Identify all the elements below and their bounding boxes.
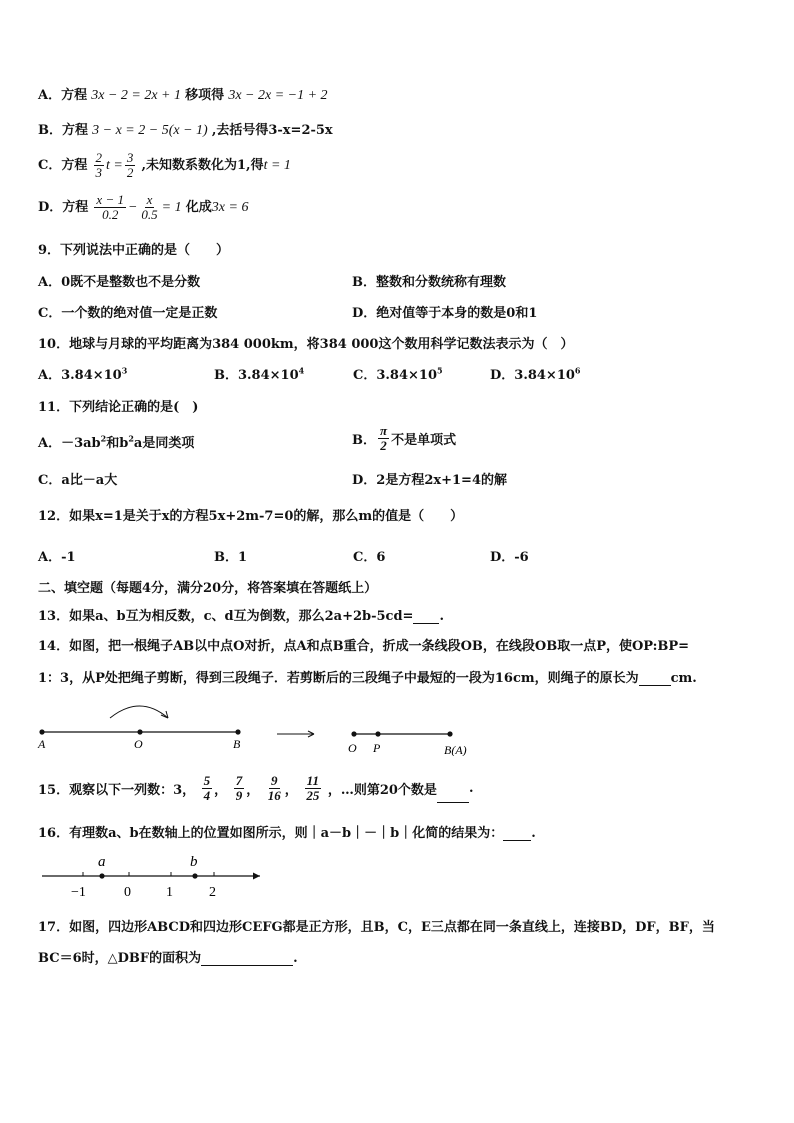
q9-option-a: A．0既不是整数也不是分数 — [38, 275, 201, 290]
q17-line2 — [38, 947, 298, 966]
option-label: B．方程 — [38, 123, 88, 138]
tick-label: 2 — [209, 885, 216, 900]
q14-text: 1：3，从P处把绳子剪断，得到三段绳子．若剪断后的三段绳子中最短的一段为16cm，则绳子的原长为 — [38, 671, 639, 686]
label-a: a — [98, 854, 106, 870]
option-label: A．方程 — [38, 88, 88, 103]
q17-text: BC＝6时，△DBF的面积为 — [38, 951, 202, 966]
point-p — [375, 731, 380, 736]
equation: t = — [106, 158, 123, 173]
q9-options-row2 — [38, 302, 538, 321]
axis-arrow — [253, 873, 260, 880]
point-a — [39, 729, 44, 734]
q11-option-b: B． $\frac{\pi}{2}$ 不是单项式 — [352, 423, 457, 453]
label-a: A — [38, 737, 46, 751]
tick-label: 1 — [166, 885, 173, 900]
answer-blank — [413, 623, 439, 624]
fraction: $\frac{7}{9}$ — [235, 773, 243, 803]
q15: 15．观察以下一列数：3， $\frac{5}{4}$ ， $\frac{7}{9}$ ， $\frac{9}{16}$ ， $\frac{11}{25}$ ，…则第20个数是 . — [38, 773, 474, 803]
option-label: D．方程 — [38, 200, 89, 215]
q10-option-c: C．$3.84\times 10^5$ — [353, 365, 443, 383]
q8-option-c — [38, 151, 291, 180]
q14-line1: 14．如图，把一根绳子AB以中点O对折，点A和点B重合，折成一条线段OB，在线段OB取一点P，使OP:BP= — [38, 639, 690, 654]
fraction: $\frac{x}{0.5}$ — [141, 192, 158, 222]
fraction: $\frac{5}{4}$ — [203, 773, 211, 803]
point-b — [192, 873, 197, 878]
q11-options-row2 — [38, 469, 507, 488]
equation: 3x = 6 — [211, 200, 249, 215]
option-text: ,未知数系数化为1,得 — [141, 158, 264, 173]
q10-option-b: B．$3.84\times 10^4$ — [214, 365, 305, 383]
q9-option-b: B．整数和分数统称有理数 — [352, 275, 506, 290]
q10-option-d: D．$3.84\times 10^6$ — [490, 365, 581, 383]
tick-label: 0 — [124, 885, 131, 900]
equation: 3 − x = 2 − 5(x − 1) — [92, 123, 208, 138]
point-b — [235, 729, 240, 734]
point-o2 — [351, 731, 356, 736]
q17-line1: 17．如图，四边形ABCD和四边形CEFG都是正方形，且B，C，E三点都在同一条直线上，连接BD，DF，BF，当 — [38, 920, 715, 935]
punct: . — [293, 951, 298, 966]
answer-blank — [201, 965, 293, 966]
answer-blank — [437, 802, 469, 803]
q12-options — [38, 546, 529, 565]
fraction: $\frac{x - 1}{0.2}$ — [96, 192, 124, 222]
section-heading: 二、填空题（每题4分，满分20分，将答案填在答题纸上） — [38, 581, 378, 596]
q8-option-d — [38, 193, 248, 222]
equation: 3x − 2 = 2x + 1 — [91, 88, 182, 103]
q11-stem: 11．下列结论正确的是( ) — [38, 400, 199, 415]
q12-stem: 12．如果x=1是关于x的方程5x+2m-7=0的解，那么m的值是（ ） — [38, 509, 464, 524]
label-p: P — [373, 741, 381, 755]
q8-option-a — [38, 84, 328, 104]
q9-option-c: C．一个数的绝对值一定是正数 — [38, 306, 218, 321]
punct: . — [468, 781, 474, 796]
option-text: 化成 — [185, 200, 212, 215]
q11-option-c: C．a比－a大 — [38, 473, 118, 488]
equation: t = 1 — [263, 158, 291, 173]
number-line-figure — [38, 848, 278, 902]
q12-option-b: B．1 — [214, 550, 248, 565]
q10-options — [38, 364, 581, 383]
label-b: B — [233, 737, 241, 751]
punct: . — [531, 826, 536, 841]
q9-stem: 9．下列说法中正确的是（ ） — [38, 243, 230, 258]
option-text: ,去括号得3-x=2-5x — [211, 123, 333, 138]
q15-stem: 15．观察以下一列数：3， — [38, 783, 196, 798]
q16 — [38, 822, 536, 841]
point-ba — [447, 731, 452, 736]
q10-option-a: A．$3.84\times 10^3$ — [38, 365, 128, 383]
unit: cm. — [670, 671, 697, 686]
q9-option-d: D．绝对值等于本身的数是0和1 — [352, 306, 538, 321]
q9-options-row1 — [38, 271, 506, 290]
q16-stem: 16．有理数a、b在数轴上的位置如图所示，则｜a－b｜－｜b｜化简的结果为： — [38, 826, 504, 841]
point-a — [99, 873, 104, 878]
label-b: b — [190, 854, 198, 870]
q13-stem: 13．如果a、b互为相反数，c、d互为倒数，那么2a+2b-5cd= — [38, 609, 414, 624]
q14-line2 — [38, 667, 697, 686]
fold-arrow — [110, 706, 168, 718]
fraction: $\frac{9}{16}$ — [267, 773, 281, 803]
equation: − — [127, 200, 138, 215]
equation: 3x − 2x = −1 + 2 — [228, 88, 328, 103]
rope-figure — [30, 696, 480, 756]
point-o — [137, 729, 142, 734]
fraction: $\frac{\pi}{2}$ — [380, 423, 388, 453]
answer-blank — [639, 685, 671, 686]
answer-blank — [503, 840, 531, 841]
fraction: $\frac{3}{2}$ — [126, 150, 134, 180]
option-label: C．方程 — [38, 158, 88, 173]
label-ba: B(A) — [444, 743, 467, 756]
q8-option-b — [38, 119, 333, 139]
q11-option-d: D．2是方程2x+1=4的解 — [352, 473, 507, 488]
q12-option-a: A．-1 — [38, 550, 76, 565]
tick-label: −1 — [71, 885, 86, 900]
q15-text: ，…则第20个数是 — [327, 783, 437, 798]
fraction: $\frac{11}{25}$ — [306, 773, 320, 803]
q10-stem: 10．地球与月球的平均距离为384 000km，将384 000这个数用科学记数法表示为（ ） — [38, 337, 574, 352]
q11-option-a: A．$-3ab^2$和$b^2a$是同类项 — [38, 433, 195, 451]
option-text: 移项得 — [185, 88, 225, 103]
label-o: O — [134, 737, 143, 751]
punct: . — [439, 609, 444, 624]
equation: = 1 — [161, 200, 182, 215]
q13 — [38, 605, 444, 624]
label-o2: O — [348, 741, 357, 755]
fraction: $\frac{2}{3}$ — [95, 150, 102, 180]
q12-option-d: D．-6 — [490, 550, 529, 565]
q12-option-c: C．6 — [353, 550, 386, 565]
